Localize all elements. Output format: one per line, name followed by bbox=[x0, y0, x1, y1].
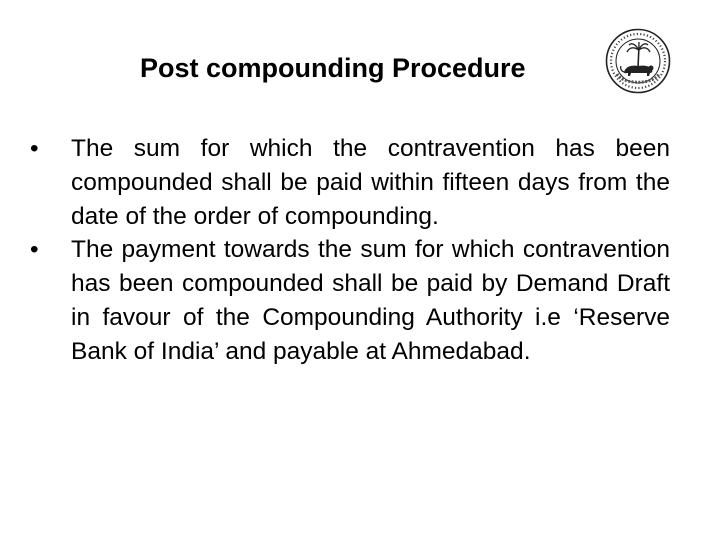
rbi-seal-icon bbox=[605, 28, 671, 94]
bullet-item bbox=[30, 132, 670, 233]
bullet-item bbox=[30, 233, 670, 368]
bullet-list bbox=[30, 132, 670, 369]
bullet-text: The payment towards the sum for which contravention has been compounded shall be paid by Demand Draft in favour of the Compounding Authority i.e ‘Reserve Bank of India’ and payable at Ahmedabad. bbox=[71, 236, 670, 365]
bullet-marker: • bbox=[30, 236, 39, 264]
bullet-text: The sum for which the contravention has been compounded shall be paid within fifteen days from the date of the order of compounding. bbox=[71, 135, 670, 230]
slide-title: Post compounding Procedure bbox=[140, 53, 526, 83]
bullet-marker: • bbox=[30, 135, 39, 162]
